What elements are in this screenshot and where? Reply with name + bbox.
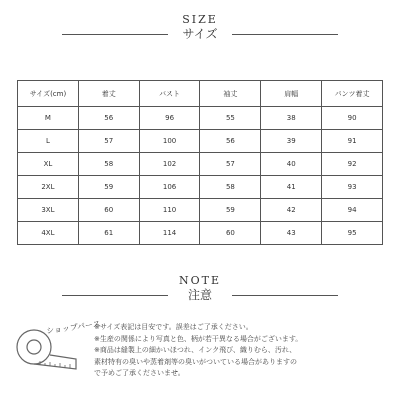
table-cell: 56 bbox=[200, 130, 261, 153]
table-row bbox=[18, 153, 383, 176]
note-heading bbox=[0, 275, 400, 302]
table-cell: 91 bbox=[322, 130, 383, 153]
table-cell: 58 bbox=[200, 176, 261, 199]
note-line: で予めご了承くださいませ。 bbox=[94, 369, 185, 377]
shop-label: ショップパース bbox=[45, 319, 102, 336]
table-cell: 57 bbox=[78, 130, 139, 153]
size-table-header-row bbox=[18, 81, 383, 107]
note-line: ※サイズ表記は目安です。誤差はご了承ください。 bbox=[94, 323, 253, 331]
note-line: ※生産の関係により写真と色、柄が若干異なる場合がございます。 bbox=[94, 334, 303, 343]
table-cell: 2XL bbox=[18, 176, 79, 199]
notes-list bbox=[94, 322, 394, 380]
table-cell: 57 bbox=[200, 153, 261, 176]
note-heading-jp: 注意 bbox=[187, 288, 212, 302]
table-cell: 38 bbox=[261, 107, 322, 130]
table-row bbox=[18, 199, 383, 222]
size-table bbox=[17, 80, 383, 245]
table-cell: 42 bbox=[261, 199, 322, 222]
column-header-shoulder: 肩幅 bbox=[261, 81, 322, 107]
note-heading-rule bbox=[0, 288, 400, 302]
table-cell: 43 bbox=[261, 222, 322, 245]
table-cell: 4XL bbox=[18, 222, 79, 245]
note-line: ※商品は縫製上の細かいほつれ、インク飛び、織りむら、汚れ、 bbox=[94, 346, 297, 354]
table-cell: 96 bbox=[139, 107, 200, 130]
table-cell: 93 bbox=[322, 176, 383, 199]
table-cell: 90 bbox=[322, 107, 383, 130]
table-cell: 60 bbox=[200, 222, 261, 245]
note-heading-en: NOTE bbox=[178, 274, 221, 287]
column-header-sleeve: 袖丈 bbox=[200, 81, 261, 107]
table-cell: 40 bbox=[261, 153, 322, 176]
table-cell: 55 bbox=[200, 107, 261, 130]
table-cell: 95 bbox=[322, 222, 383, 245]
table-cell: 92 bbox=[322, 153, 383, 176]
table-cell: XL bbox=[18, 153, 79, 176]
table-cell: 114 bbox=[139, 222, 200, 245]
column-header-size: サイズ(cm) bbox=[18, 81, 79, 107]
table-cell: 59 bbox=[200, 199, 261, 222]
column-header-bust: バスト bbox=[139, 81, 200, 107]
table-row bbox=[18, 222, 383, 245]
table-cell: M bbox=[18, 107, 79, 130]
table-row bbox=[18, 130, 383, 153]
table-cell: 106 bbox=[139, 176, 200, 199]
table-cell: 100 bbox=[139, 130, 200, 153]
table-row bbox=[18, 176, 383, 199]
table-cell: 60 bbox=[78, 199, 139, 222]
table-cell: 102 bbox=[139, 153, 200, 176]
table-cell: 39 bbox=[261, 130, 322, 153]
table-cell: 41 bbox=[261, 176, 322, 199]
table-cell: 94 bbox=[322, 199, 383, 222]
table-cell: 110 bbox=[139, 199, 200, 222]
table-cell: 3XL bbox=[18, 199, 79, 222]
column-header-length: 着丈 bbox=[78, 81, 139, 107]
table-row bbox=[18, 107, 383, 130]
table-cell: L bbox=[18, 130, 79, 153]
size-heading bbox=[0, 14, 400, 41]
size-heading-jp: サイズ bbox=[182, 27, 218, 41]
size-heading-en: SIZE bbox=[182, 13, 218, 26]
column-header-pants-length: パンツ着丈 bbox=[322, 81, 383, 107]
size-heading-rule bbox=[0, 27, 400, 41]
table-cell: 61 bbox=[78, 222, 139, 245]
table-cell: 56 bbox=[78, 107, 139, 130]
table-cell: 59 bbox=[78, 176, 139, 199]
note-line: 素材特有の臭いや蒸着剤等の臭いがついている場合がありますの bbox=[94, 357, 297, 366]
table-cell: 58 bbox=[78, 153, 139, 176]
